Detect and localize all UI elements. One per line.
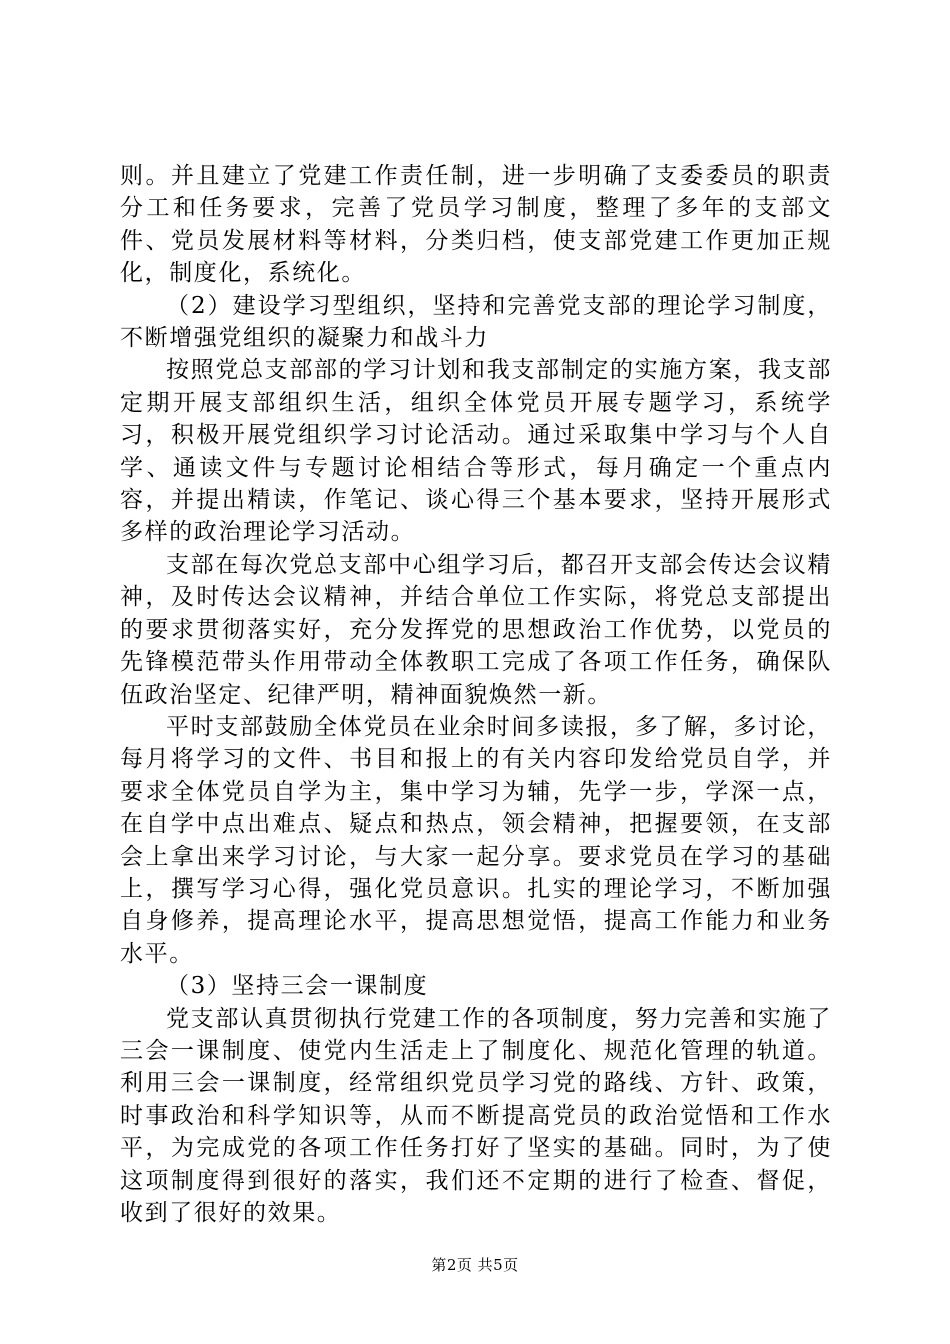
paragraph-study-plan: 按照党总支部部的学习计划和我支部制定的实施方案，我支部定期开展支部组织生活，组织全体党员开展专题学习，系统学习，积极开展党组织学习讨论活动。通过采取集中学习与个人自学、通读文件与专题讨论相结合等形式，每月确定一个重点内容，并提出精读，作笔记、谈心得三个基本要求，坚持开展形式多样的政治理论学习活动。 bbox=[120, 357, 832, 546]
paragraph-continuation: 则。并且建立了党建工作责任制，进一步明确了支委委员的职责分工和任务要求，完善了党员学习制度，整理了多年的支部文件、党员发展材料等材料，分类归档，使支部党建工作更加正规化，制度化，系统化。 bbox=[120, 163, 832, 287]
document-body bbox=[120, 160, 832, 1229]
paragraph-self-study: 平时支部鼓励全体党员在业余时间多读报，多了解，多讨论，每月将学习的文件、书目和报上的有关内容印发给党员自学，并要求全体党员自学为主，集中学习为辅，先学一步，学深一点，在自学中点出难点、疑点和热点，领会精神，把握要领，在支部会上拿出来学习讨论，与大家一起分享。要求党员在学习的基础上，撰写学习心得，强化党员意识。扎实的理论学习，不断加强自身修养，提高理论水平，提高思想觉悟，提高工作能力和业务水平。 bbox=[120, 713, 832, 967]
section-heading-3: （3）坚持三会一课制度 bbox=[166, 973, 429, 1000]
page-number-footer: 第2页 共5页 bbox=[431, 1256, 519, 1274]
paragraph-three-meetings: 党支部认真贯彻执行党建工作的各项制度，努力完善和实施了三会一课制度、使党内生活走上了制度化、规范化管理的轨道。利用三会一课制度，经常组织党员学习党的路线、方针、政策，时事政治和科学知识等，从而不断提高党员的政治觉悟和工作水平，为完成党的各项工作任务打好了坚实的基础。同时，为了使这项制度得到很好的落实，我们还不定期的进行了检查、督促，收到了很好的效果。 bbox=[120, 1005, 832, 1226]
section-heading-2: （2）建设学习型组织，坚持和完善党支部的理论学习制度，不断增强党组织的凝聚力和战斗力 bbox=[120, 292, 832, 352]
paragraph-meeting-spirit: 支部在每次党总支部中心组学习后，都召开支部会传达会议精神，及时传达会议精神，并结合单位工作实际，将党总支部提出的要求贯彻落实好，充分发挥党的思想政治工作优势，以党员的先锋模范带头作用带动全体教职工完成了各项工作任务，确保队伍政治坚定、纪律严明，精神面貌焕然一新。 bbox=[120, 551, 832, 708]
